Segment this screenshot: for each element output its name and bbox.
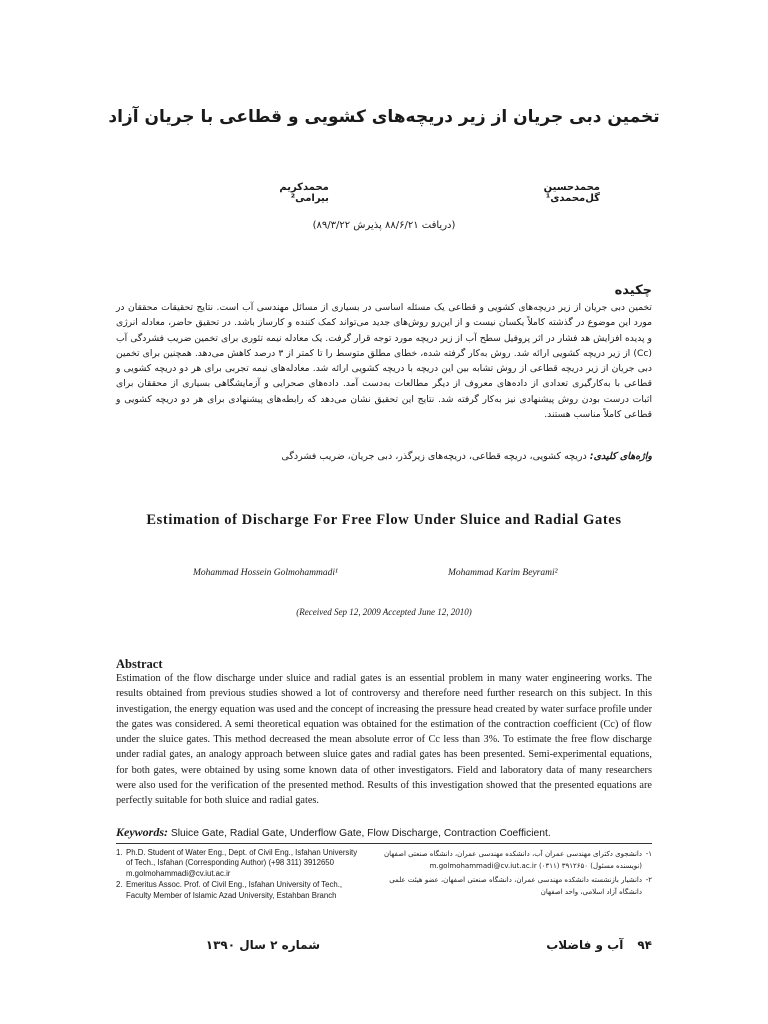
persian-authors — [160, 182, 680, 204]
english-title: Estimation of Discharge For Free Flow Under Sluice and Radial Gates — [146, 512, 622, 528]
journal-name: آب و فاضلاب — [546, 938, 624, 952]
english-author-2: Mohammad Karim Beyrami² — [448, 568, 558, 578]
english-dates: (Received Sep 12, 2009 Accepted June 12, 2010) — [296, 607, 472, 617]
persian-keywords-text: دریچه کشویی، دریچه قطاعی، دریچه‌های زیرگذر، دبی جریان، ضریب فشردگی — [281, 451, 587, 462]
footnote-number: 1. — [116, 848, 123, 857]
persian-title: تخمین دبی جریان از زیر دریچه‌های کشویی و قطاعی با جریان آزاد — [108, 107, 660, 127]
page-number: ۹۴ — [637, 938, 652, 952]
footnote-number: ۱- — [645, 850, 652, 858]
english-footnote-1 — [116, 848, 360, 879]
persian-abstract-heading: چکیده — [614, 283, 652, 298]
footnote-divider — [116, 843, 652, 844]
persian-keywords — [116, 451, 652, 462]
persian-footnote-1 — [378, 848, 652, 872]
footnote-number: ۲- — [645, 876, 652, 884]
english-abstract: Estimation of the flow discharge under sluice and radial gates is an essential problem in many water engineering works. The results obtained from previous studies showed a lot of controversy and therefore need further research on this subject. In this investigation, the energy equation was used and the concept of increasing the pressure head created by water surface profile under the gates was considered. A semi theoretical equation was obtained for the estimation of the contraction coefficient (Cc) of flow under the sluice gates. This method decreased the mean absolute error of Cc less than 3%. To estimate the free flow discharge under radial gates, an analogy approach between sluice gates and radial gates has been presented. Semi-experimental equations, for both gates, were obtained by using some known data of other investigators. Field and laboratory data of many researchers were also used for the verification of the presented method. Results of this investigation showed that the presented equations are perfectly suitable for both sluice and radial gates. — [116, 673, 652, 807]
persian-author-2: محمدکریم بیرامی² — [279, 182, 329, 204]
persian-footnote-2 — [378, 874, 652, 898]
persian-abstract: تخمین دبی جریان از زیر دریچه‌های کشویی و قطاعی یک مسئله اساسی در بسیاری از مسائل مهندسی آب است. نتایج تحقیقات محققان در مورد این موضوع در گذشته کاملاً یکسان نیست و از این‌رو روش‌های جدید می‌تواند کمک کننده و کارساز باشد. در تحقیق حاضر، معادله انرژی و پدیده افزایش هد فشار در اثر پروفیل سطح آب از زیر دریچه مورد توجه قرار گرفت. یک معادله نیمه تئوری برای تخمین ضریب فشردگی آب (Cc) از زیر دریچه کشویی ارائه شد. روش به‌کار گرفته شده، خطای مطلق متوسط را تا کمتر از ۳ درصد کاهش می‌دهد. همچنین برای تخمین دبی جریان از زیر دریچه قطاعی از روش تشابه بین این دریچه با دریچه کشویی ارائه شد. معادله‌های نیمه تجربی برای هر دو دریچه کشویی و قطاعی با به‌کارگیری تعدادی از داده‌های معروف از دیگر مطالعات به‌دست آمد. داده‌های صحرایی و آزمایشگاهی بسیاری از محققان برای اثبات درست بودن روش پیشنهادی نیز به‌کار گرفته شد. نتایج این تحقیق نشان می‌دهد که رابطه‌های پیشنهادی برای هر دو دریچه کشویی و قطاعی کاملاً مناسب هستند. — [116, 302, 652, 421]
english-keywords-label: Keywords: — [116, 825, 168, 839]
english-footnotes — [116, 848, 360, 902]
footnote-text: Emeritus Assoc. Prof. of Civil Eng., Isfahan University of Tech., Faculty Member of Islamic Azad University, Estahban Branch — [126, 880, 343, 900]
english-footnote-2 — [116, 880, 360, 901]
footnote-text: دانشجوی دکترای مهندسی عمران آب، دانشکده مهندسی عمران، دانشگاه صنعتی اصفهان (نویسنده مسئول) ۳۹۱۲۶۵۰ (۰۳۱۱) m.golmohammadi@cv.iut.ac.ir — [384, 850, 642, 870]
persian-author-1: محمدحسین گل‌محمدی¹ — [543, 182, 600, 204]
persian-dates: (دریافت ۸۸/۶/۲۱ پذیرش ۸۹/۳/۲۲) — [312, 220, 456, 231]
english-author-1: Mohammad Hossein Golmohammadi¹ — [193, 568, 338, 578]
footnote-number: 2. — [116, 880, 123, 890]
issue-label: شماره ۲ سال ۱۳۹۰ — [205, 938, 320, 952]
english-abstract-heading: Abstract — [116, 657, 163, 671]
persian-footnotes — [378, 848, 652, 900]
page-footer-right — [528, 938, 652, 952]
footnote-text: Ph.D. Student of Water Eng., Dept. of Civil Eng., Isfahan University of Tech., Isfahan (Corresponding Author) (+98 311) 3912650 m.golmohammadi@cv.iut.ac.ir — [126, 848, 358, 878]
persian-keywords-label: واژه‌های کلیدی: — [589, 451, 652, 462]
english-keywords-text: Sluice Gate, Radial Gate, Underflow Gate, Flow Discharge, Contraction Coefficient. — [170, 828, 551, 839]
english-keywords — [116, 825, 676, 840]
footnote-text: دانشیار بازنشسته دانشکده مهندسی عمران، دانشگاه صنعتی اصفهان، عضو هیئت علمی دانشگاه آزاد اسلامی، واحد اصفهان — [389, 876, 642, 896]
